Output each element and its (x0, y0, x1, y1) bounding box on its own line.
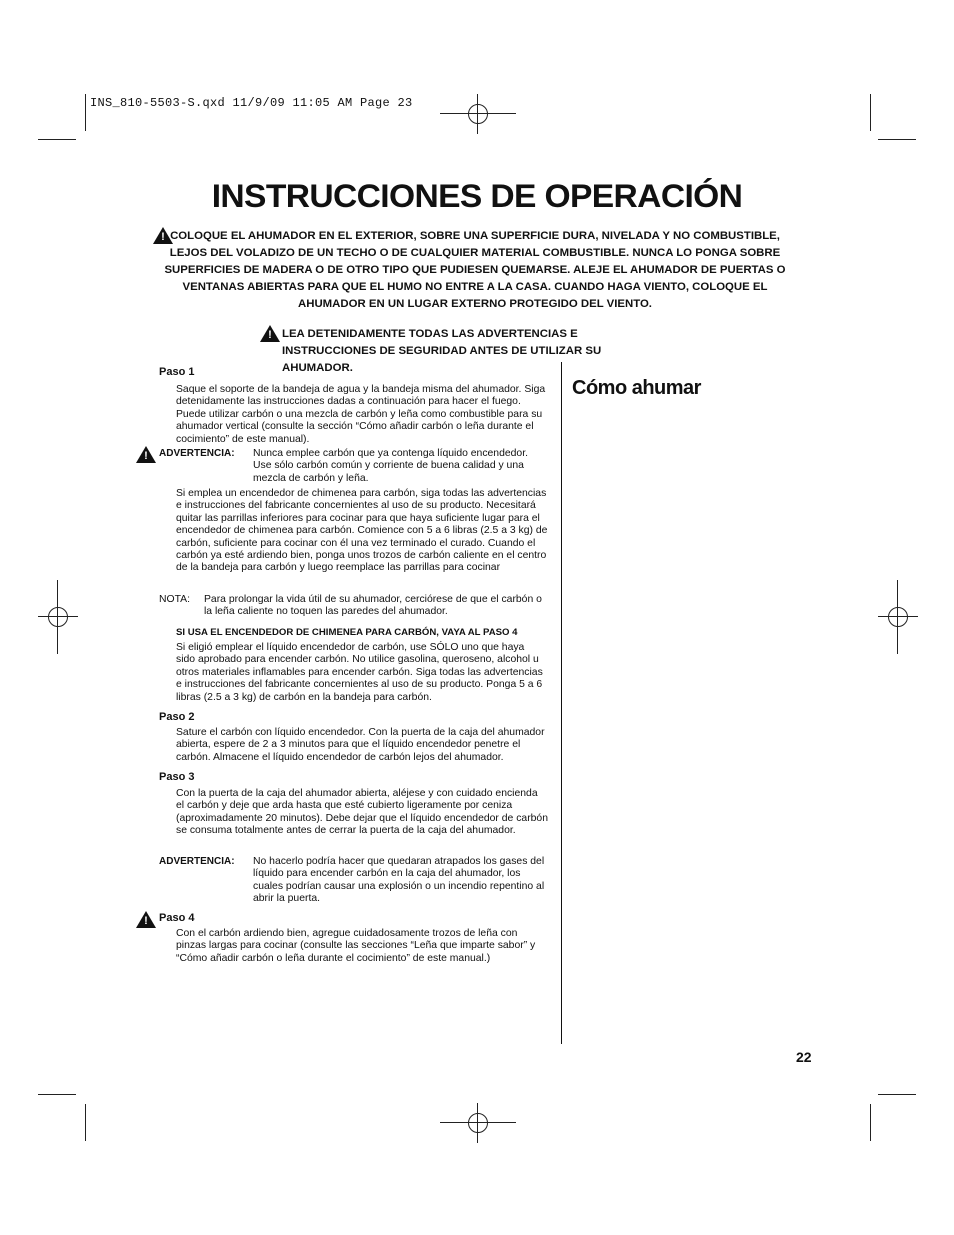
note-label: NOTA: (159, 594, 190, 605)
warning-triangle-icon: ! (136, 446, 156, 464)
crop-mark (870, 94, 871, 131)
print-slug: INS_810-5503-S.qxd 11/9/09 11:05 AM Page 23 (90, 96, 413, 110)
page-number: 22 (796, 1049, 812, 1065)
step-2-text: Sature el carbón con líquido encendedor. Con la puerta de la caja del ahumador abierta, espere de 2 a 3 minutos para que el líquido encendedor penetre el carbón. Almacene el líquido encendedor de carbón lejos del ahumador. (176, 727, 545, 763)
warning-label: ADVERTENCIA: (159, 448, 235, 459)
step-3-text: Con la puerta de la caja del ahumador abierta, aléjese y con cuidado encienda el carbón y deje que arda hasta que esté cubierto ligeramente por ceniza (aproximadamente 20 minutos). Debe dejar que el líquido encendedor de carbón se consuma totalmente antes de cerrar la puerta de la caja del ahumador. (176, 788, 548, 837)
section-heading: Cómo ahumar (572, 377, 701, 399)
step-1-text: Saque el soporte de la bandeja de agua y la bandeja misma del ahumador. Siga detenidamente las instrucciones dadas a continuación para hacer el fuego. Puede utilizar carbón o una mezcla de carbón y leña como combustible para su ahumador vertical (consulte la sección “Cómo añadir carbón o leña durante el cocimiento” de este manual). (176, 384, 546, 445)
warning-triangle-icon: ! (153, 227, 173, 245)
registration-mark-icon (38, 580, 78, 654)
note-text: Para prolongar la vida útil de su ahumador, cerciórese de que el carbón o la leña caliente no toquen las paredes del ahumador. (204, 594, 542, 618)
lighter-fluid-text: Si eligió emplear el líquido encendedor de carbón, use SÓLO uno que haya sido aprobado para encender carbón. No utilice gasolina, queroseno, alcohol u otros materiales inflamables para encender carbón. Siga todas las advertencias e instrucciones del fabricante concernientes al uso de su producto. Ponga 5 a 6 libras (2.5 a 3 kg) de carbón en la bandeja para carbón. (176, 642, 543, 703)
crop-mark (38, 139, 76, 140)
step-2-heading: Paso 2 (159, 711, 195, 723)
page-title: INSTRUCCIONES DE OPERACIÓN (211, 178, 743, 214)
crop-mark (870, 1104, 871, 1141)
step-4-heading: Paso 4 (159, 912, 195, 924)
crop-mark (85, 94, 86, 131)
crop-mark (878, 139, 916, 140)
warning-placement: COLOQUE EL AHUMADOR EN EL EXTERIOR, SOBRE UNA SUPERFICIE DURA, NIVELADA Y NO COMBUSTIBLE, LEJOS DEL VOLADIZO DE UN TECHO O DE CUALQUIER MATERIAL COMBUSTIBLE. NUNCA LO PONGA SOBRE SUPERFICIES DE MADERA O DE OTRO TIPO QUE PUDIESEN QUEMARSE. ALEJE EL AHUMADOR DE PUERTAS O VENTANAS ABIERTAS PARA QUE EL HUMO NO ENTRE A LA CASA. CUANDO HAGA VIENTO, COLOQUE EL AHUMADOR EN UN LUGAR EXTERNO PROTEGIDO DEL VIENTO. (164, 230, 786, 310)
registration-mark-icon (440, 94, 516, 134)
column-divider (561, 362, 562, 1044)
step-3-heading: Paso 3 (159, 771, 195, 783)
crop-mark (38, 1094, 76, 1095)
registration-mark-icon (440, 1103, 516, 1143)
chimney-instruction: SI USA EL ENCENDEDOR DE CHIMENEA PARA CARBÓN, VAYA AL PASO 4 (176, 627, 518, 638)
step-1-heading: Paso 1 (159, 366, 195, 378)
crop-mark (878, 1094, 916, 1095)
registration-mark-icon (878, 580, 918, 654)
warning-read-instructions: LEA DETENIDAMENTE TODAS LAS ADVERTENCIAS E INSTRUCCIONES DE SEGURIDAD ANTES DE UTILIZAR SU AHUMADOR. (282, 328, 602, 374)
step-1-chimney-text: Si emplea un encendedor de chimenea para carbón, siga todas las advertencias e instrucciones del fabricante concernientes al uso de su producto. Necesitará quitar las parrillas inferiores para cocinar para que haya suficiente lugar para el encendedor de chimenea para carbón. Comience con 5 a 6 libras (2.5 a 3 kg) de carbón, suficiente para cocinar con él una vez terminado el curado. Cuando el carbón ya esté ardiendo bien, ponga unos trozos de carbón caliente en el centro de la bandeja para carbón y luego reemplace las parrillas para cocinar (176, 488, 548, 574)
warning-triangle-icon: ! (136, 911, 156, 929)
warning-triangle-icon: ! (260, 325, 280, 343)
warning-text: No hacerlo podría hacer que quedaran atrapados los gases del líquido para encender carbón en la caja del ahumador, los cuales podrían causar una explosión o un incendio repentino al abrir la puerta. (253, 856, 545, 905)
crop-mark (85, 1104, 86, 1141)
warning-label: ADVERTENCIA: (159, 856, 235, 867)
step-4-text: Con el carbón ardiendo bien, agregue cuidadosamente trozos de leña con pinzas largas para cocinar (consulte las secciones “Leña que imparte sabor” y “Cómo añadir carbón o leña durante el cocimiento” de este manual.) (176, 928, 536, 964)
warning-text: Nunca emplee carbón que ya contenga líquido encendedor. Use sólo carbón común y corriente de buena calidad y una mezcla de carbón y leña. (253, 448, 528, 484)
